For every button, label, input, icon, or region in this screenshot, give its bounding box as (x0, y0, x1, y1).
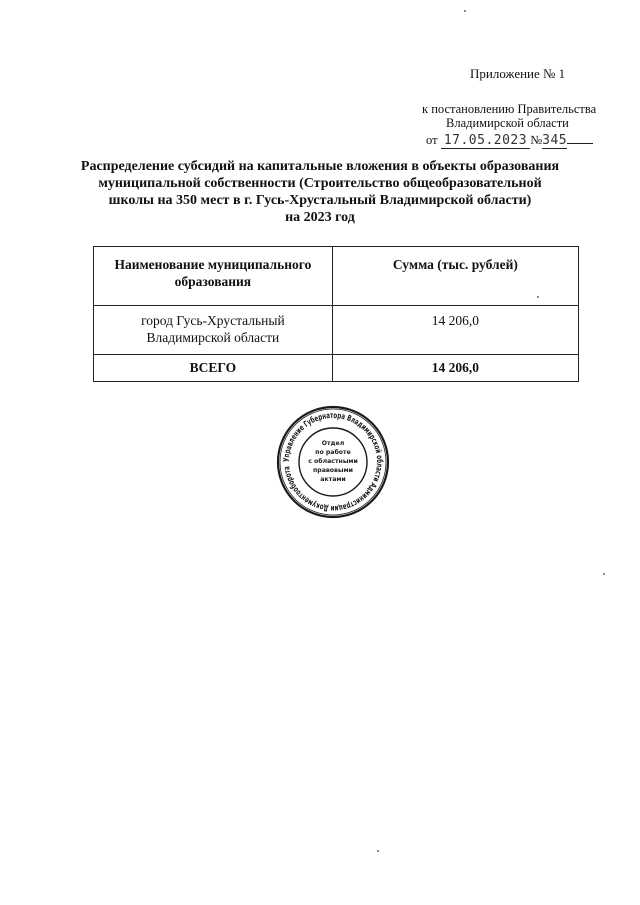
header-sum: Сумма (тыс. рублей) (332, 247, 578, 306)
number-value: 345 (542, 133, 568, 148)
title-line-1: Распределение субсидий на капитальные вложения в объекты образования (80, 159, 560, 174)
date-prefix: от (426, 133, 438, 147)
table-row (94, 306, 579, 355)
subsidy-table (93, 246, 579, 382)
table-header-row (94, 247, 579, 306)
title-line-4: на 2023 год (285, 210, 355, 225)
number-field (542, 133, 567, 149)
table-total-row (94, 355, 579, 382)
stamp-center-line-5: актами (320, 476, 346, 483)
stamp-center-line-4: правовыми (313, 467, 353, 474)
stamp-center-line-1: Отдел (321, 440, 345, 447)
stamp-center-text (308, 440, 358, 483)
row-sum-cell: 14 206,0 (332, 306, 578, 355)
date-value: 17.05.2023 (443, 133, 528, 148)
decree-date-number (422, 132, 612, 149)
header-name-line-1: Наименование муниципального (114, 257, 312, 272)
total-sum: 14 206,0 (332, 355, 578, 382)
number-underline (567, 132, 593, 144)
scan-speck (603, 573, 605, 575)
stamp-ring-text: Управление Губернатора Владимирской области Администрации Документооборота (280, 409, 386, 515)
scan-speck (464, 10, 466, 12)
document-title (80, 158, 560, 226)
stamp-center-line-3: с областными (308, 458, 358, 465)
decree-reference (422, 102, 612, 149)
total-label: ВСЕГО (94, 355, 333, 382)
row-name-cell (94, 306, 333, 355)
scan-speck (537, 296, 539, 298)
scan-speck (377, 850, 379, 852)
decree-line-1: к постановлению Правительства (422, 102, 597, 116)
title-line-3: школы на 350 мест в г. Гусь-Хрустальный Владимирской области) (108, 193, 532, 208)
header-name (94, 247, 333, 306)
official-stamp (276, 405, 390, 519)
title-line-2: муниципальной собственности (Строительство общеобразовательной (98, 176, 542, 191)
date-field (441, 133, 531, 149)
appendix-number: Приложение № 1 (470, 66, 566, 81)
row-name-line-2: Владимирской области (146, 330, 280, 345)
number-prefix: № (530, 133, 543, 147)
decree-line-2: Владимирской области (446, 116, 569, 130)
stamp-center-line-2: по работе (315, 449, 351, 456)
row-name-line-1: город Гусь-Хрустальный (141, 313, 285, 328)
header-name-line-2: образования (174, 274, 252, 289)
